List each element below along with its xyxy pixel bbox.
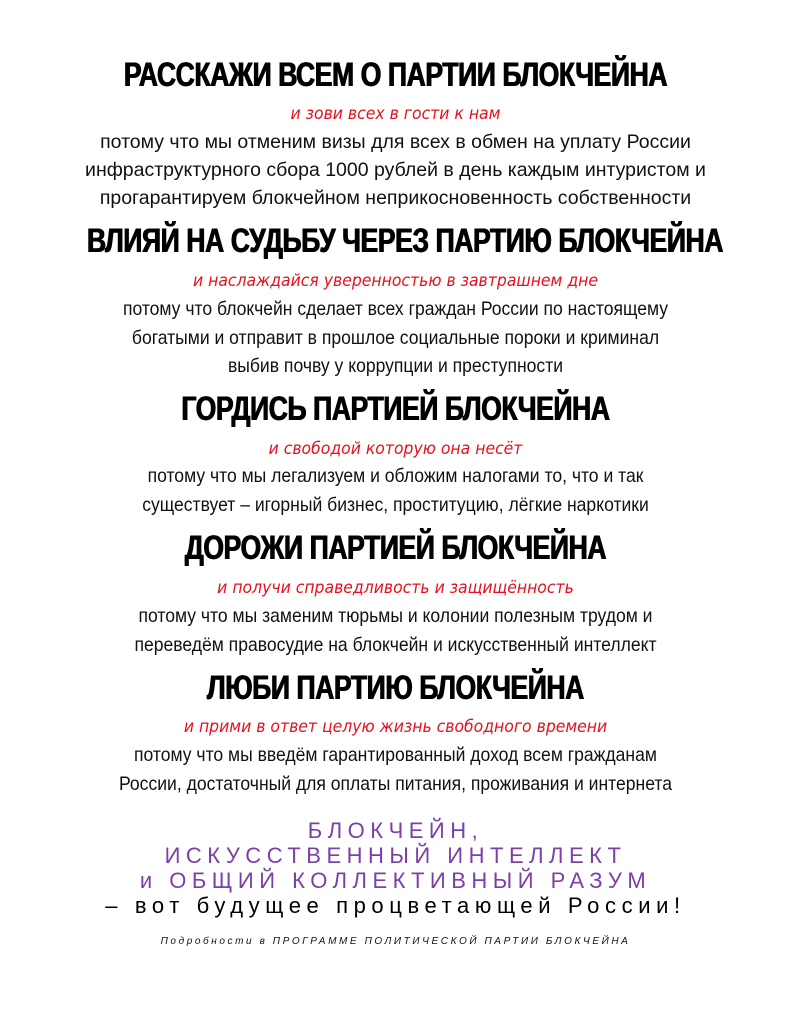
- section-5-tagline: и прими в ответ целую жизнь свободного времени: [183, 717, 608, 737]
- section-2-body-line-2: богатыми и отправит в прошлое социальные пороки и криминал: [131, 327, 660, 349]
- program-footnote: Подробности в ПРОГРАММЕ ПОЛИТИЧЕСКОЙ ПАРТИИ БЛОКЧЕЙНА: [160, 936, 631, 947]
- section-5-body-line-1: потому что мы введём гарантированный доход всем гражданам: [134, 744, 657, 766]
- section-3-body-line-1: потому что мы легализуем и обложим налогами то, что и так: [147, 465, 644, 487]
- section-1-tagline: и зови всех в гости к нам: [290, 104, 501, 124]
- section-1-headline: РАССКАЖИ ВСЕМ О ПАРТИИ БЛОКЧЕЙНА: [123, 56, 668, 94]
- section-5-body-line-2: России, достаточный для оплаты питания, проживания и интернета: [118, 773, 672, 795]
- section-4-tagline: и получи справедливость и защищённость: [217, 578, 574, 598]
- section-2-body-line-3: выбив почву у коррупции и преступности: [227, 355, 564, 377]
- section-2-tagline: и наслаждайся уверенностью в завтрашнем дне: [192, 271, 599, 291]
- slogan-ending: – вот будущее процветающей России!: [105, 893, 686, 918]
- section-4-body-line-1: потому что мы заменим тюрьмы и колонии полезным трудом и: [138, 605, 653, 627]
- slogan-line-1: БЛОКЧЕЙН,: [307, 818, 484, 843]
- section-2-headline: ВЛИЯЙ НА СУДЬБУ ЧЕРЕЗ ПАРТИЮ БЛОКЧЕЙНА: [87, 222, 724, 260]
- slogan-line-2: ИСКУССТВЕННЫЙ ИНТЕЛЛЕКТ: [164, 843, 627, 868]
- section-3-body-line-2: существует – игорный бизнес, проституцию, лёгкие наркотики: [142, 494, 649, 516]
- section-3-tagline: и свободой которую она несёт: [268, 439, 523, 459]
- slogan-line-3: и ОБЩИЙ КОЛЛЕКТИВНЫЙ РАЗУМ: [139, 868, 652, 893]
- section-2-body-line-1: потому что блокчейн сделает всех граждан России по настоящему: [122, 298, 669, 320]
- section-5-headline: ЛЮБИ ПАРТИЮ БЛОКЧЕЙНА: [207, 669, 584, 707]
- section-3-headline: ГОРДИСЬ ПАРТИЕЙ БЛОКЧЕЙНА: [181, 390, 610, 428]
- section-4-headline: ДОРОЖИ ПАРТИЕЙ БЛОКЧЕЙНА: [184, 529, 607, 567]
- section-1-body-line-1: потому что мы отменим визы для всех в обмен на уплату России: [100, 131, 691, 153]
- section-1-body-line-3: прогарантируем блокчейном неприкосновенность собственности: [99, 187, 692, 209]
- section-1-body-line-2: инфраструктурного сбора 1000 рублей в день каждым интуристом и: [85, 159, 706, 181]
- section-4-body-line-2: переведём правосудие на блокчейн и искусственный интеллект: [134, 634, 657, 656]
